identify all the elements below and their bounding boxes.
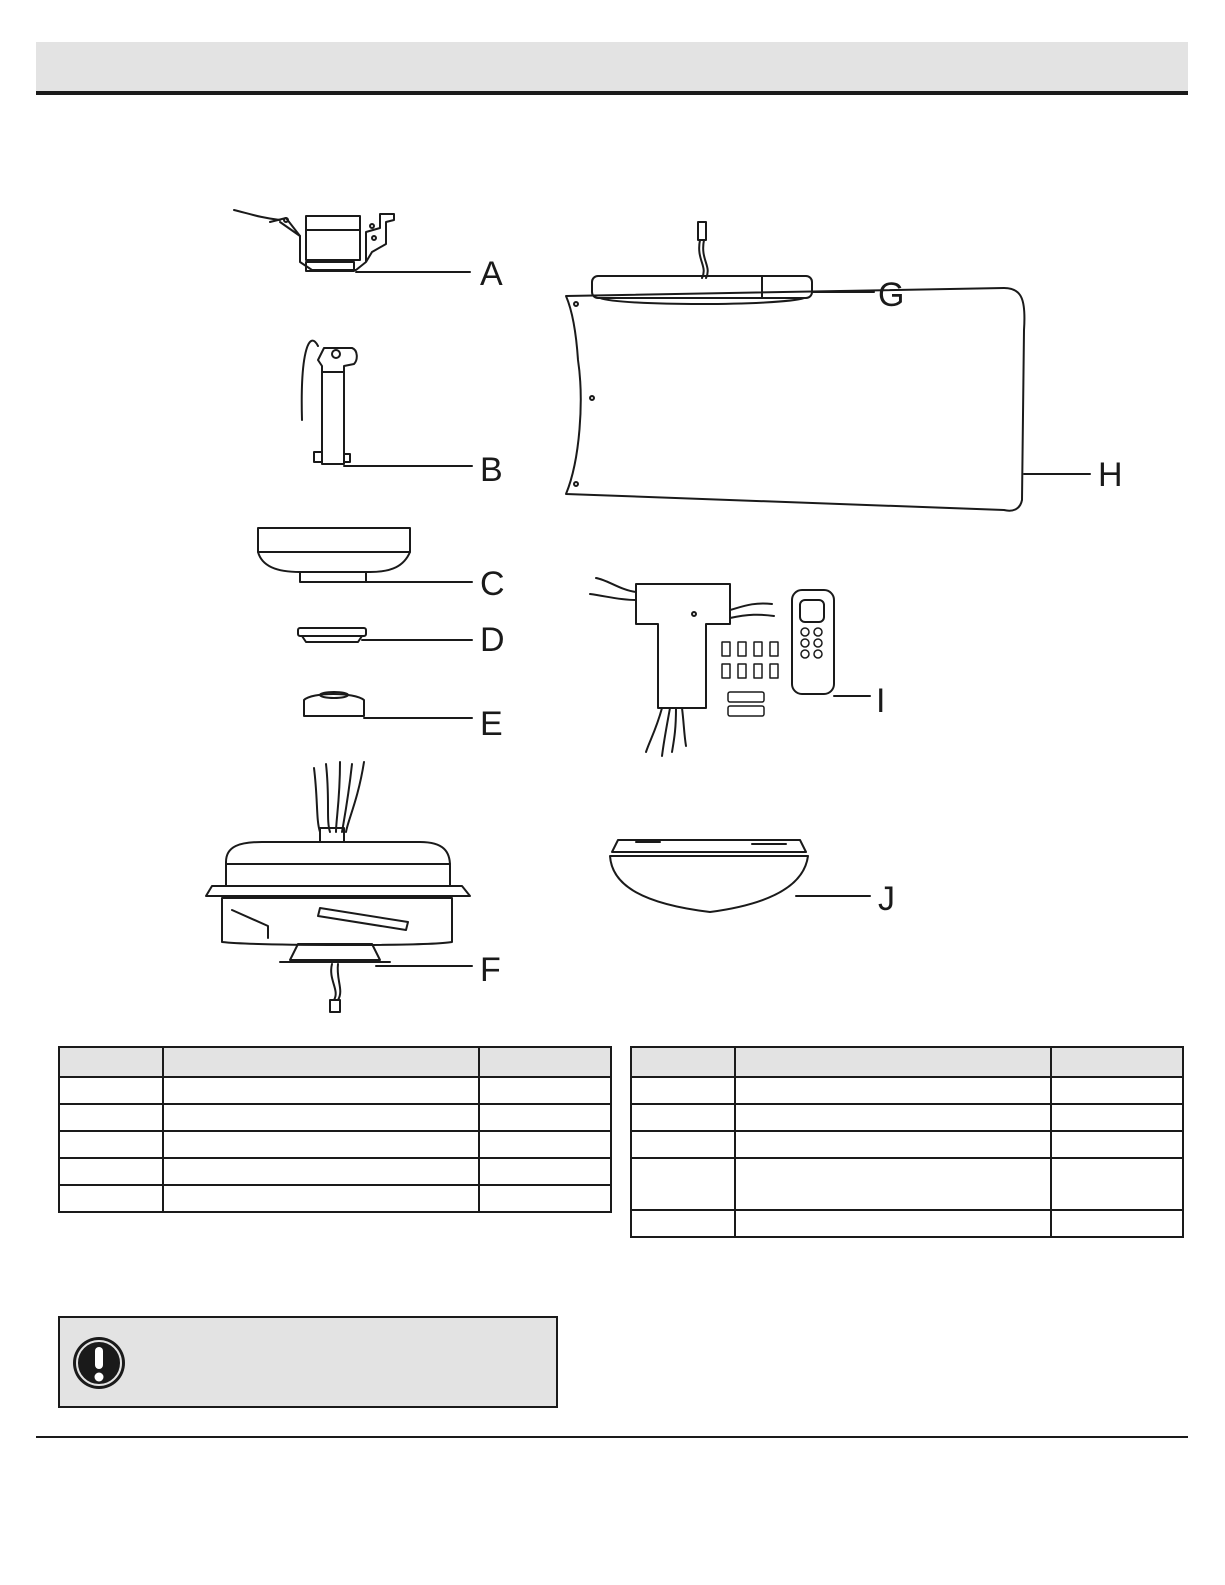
table-cell: [59, 1158, 163, 1185]
part-e-collar-cover: [304, 692, 472, 718]
caution-note-box: [58, 1316, 558, 1408]
table-cell: [59, 1104, 163, 1131]
exclamation-circle-icon: [72, 1336, 126, 1390]
table-cell: [59, 1185, 163, 1212]
table-cell: [479, 1185, 611, 1212]
label-d: D: [480, 621, 505, 659]
table-row: [631, 1104, 1183, 1131]
header-cell: [631, 1047, 735, 1077]
table-row: [59, 1158, 611, 1185]
table-row: [631, 1158, 1183, 1210]
label-h: H: [1098, 456, 1123, 494]
part-d-canopy-cover: [298, 628, 472, 642]
table-cell: [59, 1131, 163, 1158]
table-cell: [479, 1104, 611, 1131]
table-row: [59, 1077, 611, 1104]
table-cell: [631, 1158, 735, 1210]
table-row: [59, 1185, 611, 1212]
table-row: [631, 1077, 1183, 1104]
table-row: [631, 1131, 1183, 1158]
label-e: E: [480, 705, 503, 743]
table-cell: [1051, 1104, 1183, 1131]
table-row: [631, 1210, 1183, 1237]
table-cell: [735, 1158, 1051, 1210]
label-i: I: [876, 682, 886, 720]
table-cell: [735, 1210, 1051, 1237]
part-i-receiver-remote-kit: [590, 578, 870, 756]
label-b: B: [480, 451, 503, 489]
part-j-glass-shade: [610, 840, 870, 912]
table-header-row: [59, 1047, 611, 1077]
header-cell: [735, 1047, 1051, 1077]
table-cell: [735, 1104, 1051, 1131]
label-g: G: [878, 276, 905, 314]
table-row: [59, 1104, 611, 1131]
part-h-fan-blade: [566, 288, 1090, 511]
part-c-canopy: [258, 528, 472, 582]
parts-table-right: [630, 1046, 1184, 1238]
table-cell: [163, 1158, 479, 1185]
header-cell: [1051, 1047, 1183, 1077]
table-cell: [735, 1131, 1051, 1158]
table-cell: [479, 1131, 611, 1158]
table-cell: [631, 1131, 735, 1158]
table-cell: [163, 1185, 479, 1212]
part-b-downrod: [302, 341, 472, 466]
table-cell: [1051, 1158, 1183, 1210]
table-cell: [163, 1077, 479, 1104]
table-header-row: [631, 1047, 1183, 1077]
header-cell: [479, 1047, 611, 1077]
footer-rule: [36, 1436, 1188, 1438]
parts-table-left: [58, 1046, 612, 1213]
table-cell: [163, 1104, 479, 1131]
header-cell: [59, 1047, 163, 1077]
table-cell: [1051, 1077, 1183, 1104]
table-cell: [1051, 1210, 1183, 1237]
table-cell: [735, 1077, 1051, 1104]
label-a: A: [480, 255, 503, 293]
table-cell: [631, 1210, 735, 1237]
part-a-mounting-bracket: [234, 210, 470, 272]
table-cell: [479, 1158, 611, 1185]
label-c: C: [480, 565, 505, 603]
label-j: J: [878, 880, 895, 918]
part-f-motor-assembly: [206, 762, 472, 1012]
label-f: F: [480, 951, 501, 989]
table-cell: [631, 1104, 735, 1131]
table-cell: [479, 1077, 611, 1104]
table-row: [59, 1131, 611, 1158]
table-cell: [163, 1131, 479, 1158]
table-cell: [1051, 1131, 1183, 1158]
table-cell: [631, 1077, 735, 1104]
table-cell: [59, 1077, 163, 1104]
header-cell: [163, 1047, 479, 1077]
